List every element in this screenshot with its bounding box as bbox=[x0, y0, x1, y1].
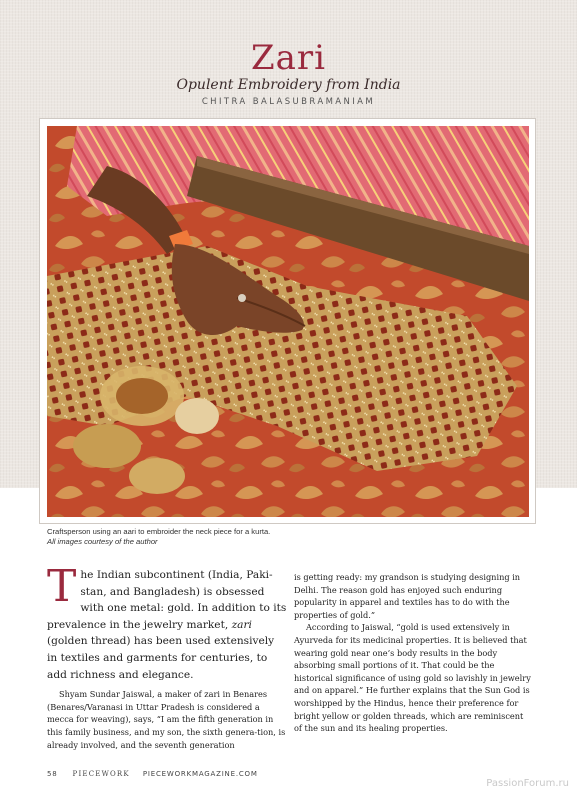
body-paragraph-1: Shyam Sundar Jaiswal, a maker of zari in Benares (Benares/Varanasi in Uttar Pradesh is considered a mecca for weaving), says, “I am the fifth generation in this family business, and my son, the sixth genera-tion, is already involved, and the seventh generation bbox=[47, 689, 286, 750]
lede-text-start: he Indian subcontinent (India, Paki-stan, and Bangladesh) is obsessed with one metal: gold. In addition to its prevalence in the jewelry market, bbox=[47, 569, 287, 631]
article-column-left bbox=[47, 561, 287, 751]
page-footer bbox=[47, 770, 258, 778]
magazine-brand: PIECEWORK bbox=[72, 770, 130, 778]
page-number: 58 bbox=[47, 770, 58, 778]
body-paragraph-1-continued: is getting ready: my grandson is studying designing in Delhi. The reason gold has enjoyed such enduring popularity in apparel and textiles has to do with the properties of gold.” bbox=[294, 572, 521, 620]
drop-cap: T bbox=[47, 561, 77, 612]
lede-paragraph bbox=[47, 561, 287, 683]
body-paragraph-2: According to Jaiswal, “gold is used extensively in Ayurveda for its medicinal properties. It is believed that wearing gold near one’s body results in the body absorbing small portions of it. That could be the historical significance of using gold so lavishly in jewelry and on apparel.” He further explains that the Sun God is worshipped by the Hindus, hence their preference for bright yellow or golden threads, which are reminiscent of the sun and its healing properties. bbox=[294, 622, 531, 734]
magazine-website: PIECEWORKMAGAZINE.COM bbox=[142, 770, 258, 778]
photo-caption bbox=[47, 527, 537, 547]
watermark: PassionForum.ru bbox=[486, 778, 569, 789]
article-title: Zari bbox=[250, 38, 327, 78]
article-column-right bbox=[294, 571, 532, 735]
caption-text: Craftsperson using an aari to embroider the neck piece for a kurta. bbox=[47, 527, 271, 536]
embroidery-photo bbox=[47, 126, 529, 517]
caption-credit: All images courtesy of the author bbox=[47, 537, 158, 546]
lede-text-end: (golden thread) has been used extensively in textiles and garments for centuries, to add richness and elegance. bbox=[47, 635, 275, 681]
article-subtitle: Opulent Embroidery from India bbox=[176, 77, 401, 93]
lede-emphasis: zari bbox=[231, 618, 252, 631]
author-byline: CHITRA BALASUBRAMANIAM bbox=[201, 97, 376, 107]
